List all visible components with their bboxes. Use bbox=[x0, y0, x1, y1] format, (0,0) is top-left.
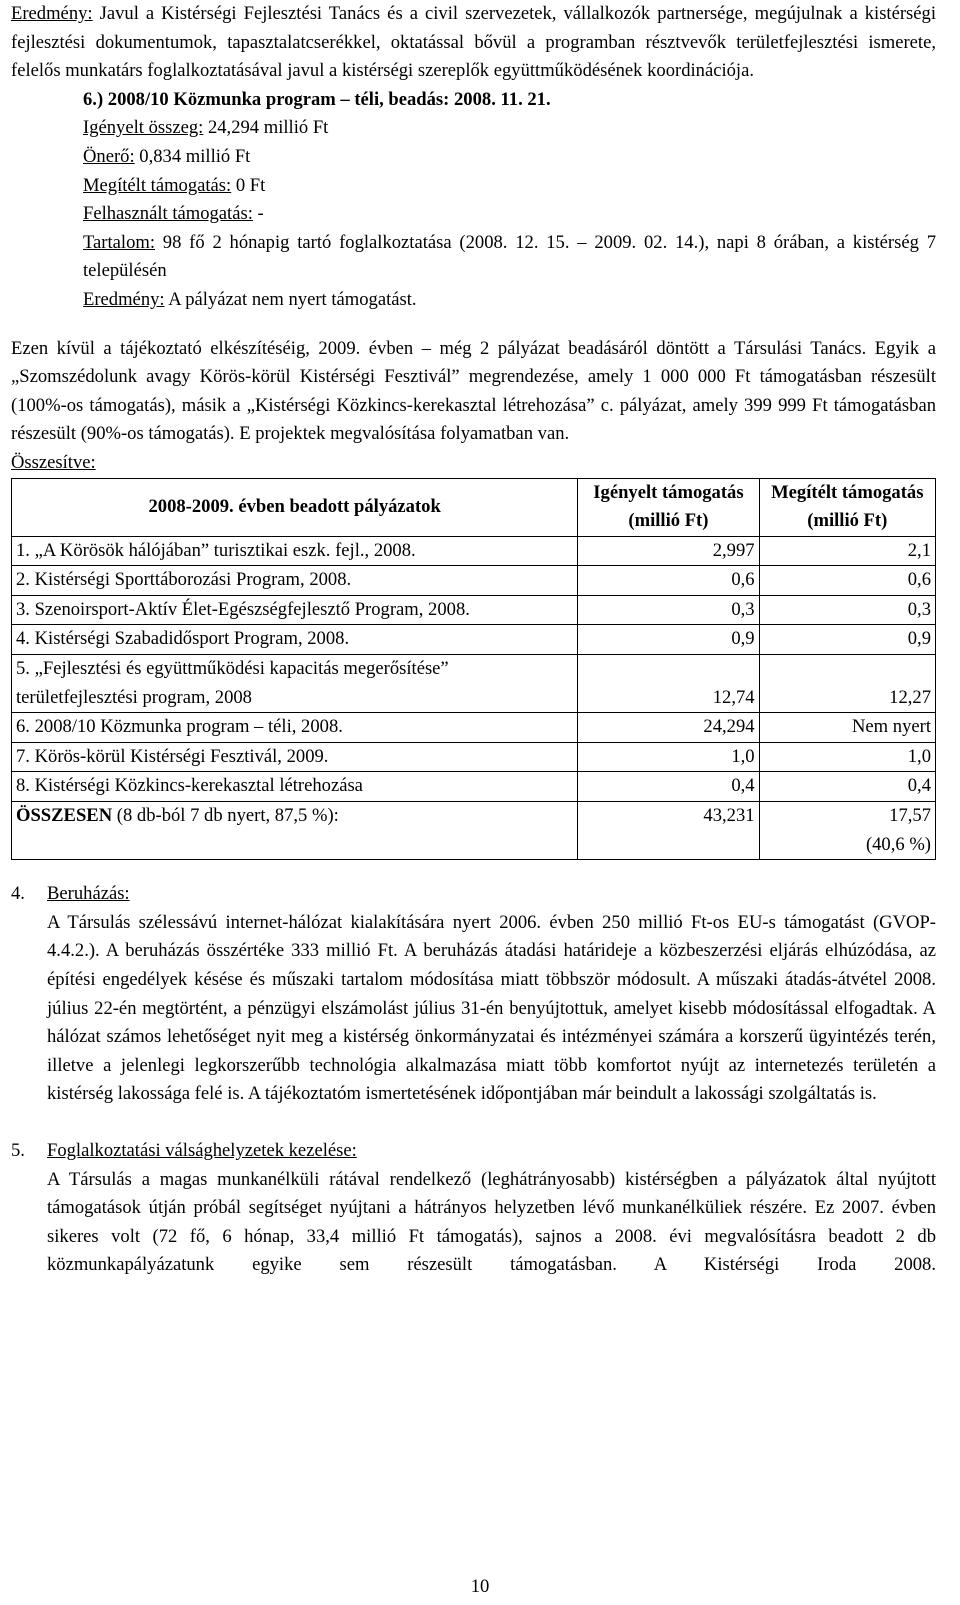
row-awarded: 0,6 bbox=[759, 566, 935, 596]
result-label: Eredmény: bbox=[11, 3, 93, 24]
result-text: Javul a Kistérségi Fejlesztési Tanács és a civil szervezetek, vállalkozók partnersége, megújulnak a kistérségi fejlesztési dokumentumok, tapasztalatcserékkel, oktatással bővül a programban résztvevők területfejlesztési ismerete, felelős munkatárs foglalkoztatásával javul a kistérségi szereplők együttműködésének koordinációja. bbox=[11, 3, 936, 82]
table-row bbox=[12, 772, 936, 802]
row-requested: 0,9 bbox=[578, 625, 759, 655]
total-label-rest: (8 db-ból 7 db nyert, 87,5 %): bbox=[112, 805, 339, 827]
row-requested: 1,0 bbox=[578, 742, 759, 772]
header-requested: Igényelt támogatás (millió Ft) bbox=[578, 478, 759, 536]
total-row bbox=[12, 802, 936, 860]
project-result-value: A pályázat nem nyert támogatást. bbox=[164, 288, 417, 310]
section-4 bbox=[11, 880, 936, 1109]
row-requested: 0,6 bbox=[578, 566, 759, 596]
row-project: 7. Körös-körül Kistérségi Fesztivál, 2009. bbox=[12, 742, 578, 772]
header-awarded: Megítélt támogatás (millió Ft) bbox=[759, 478, 935, 536]
row-requested: 2,997 bbox=[578, 536, 759, 566]
table-row bbox=[12, 713, 936, 743]
awarded-label: Megítélt támogatás: bbox=[83, 174, 232, 196]
intro-paragraph bbox=[11, 0, 936, 86]
section-4-number: 4. bbox=[11, 883, 25, 905]
section-5-title: Foglalkoztatási válsághelyzetek kezelése: bbox=[47, 1139, 357, 1161]
table-row bbox=[12, 742, 936, 772]
table-header-row bbox=[12, 478, 936, 536]
project-result-label: Eredmény: bbox=[83, 288, 165, 310]
table-row bbox=[12, 655, 936, 713]
summary-table bbox=[11, 478, 936, 861]
used-label: Felhasznált támogatás: bbox=[83, 203, 253, 225]
table-row bbox=[12, 566, 936, 596]
table-row bbox=[12, 625, 936, 655]
row-requested: 0,3 bbox=[578, 595, 759, 625]
requested-amount-label: Igényelt összeg: bbox=[83, 117, 204, 139]
row-project: 4. Kistérségi Szabadidősport Program, 2008. bbox=[12, 625, 578, 655]
summary-label: Összesítve: bbox=[11, 451, 96, 473]
row-awarded: 0,3 bbox=[759, 595, 935, 625]
project-6-block bbox=[83, 86, 936, 315]
section-5-number: 5. bbox=[11, 1139, 25, 1161]
content-value: 98 fő 2 hónapig tartó foglalkoztatása (2008. 12. 15. – 2009. 02. 14.), napi 8 órában, a kistérség 7 településén bbox=[83, 231, 936, 282]
awarded-line bbox=[83, 172, 936, 201]
awarded-value: 0 Ft bbox=[231, 174, 266, 196]
section-5 bbox=[11, 1137, 936, 1280]
row-requested: 12,74 bbox=[578, 655, 759, 713]
row-project: 5. „Fejlesztési és együttműködési kapacitás megerősítése” területfejlesztési program, 2008 bbox=[12, 655, 578, 713]
row-awarded: 1,0 bbox=[759, 742, 935, 772]
content-label: Tartalom: bbox=[83, 231, 156, 253]
row-project: 1. „A Körösök hálójában” turisztikai eszk. fejl., 2008. bbox=[12, 536, 578, 566]
project-result-line bbox=[83, 286, 936, 315]
content-line bbox=[83, 229, 936, 286]
section-4-title: Beruházás: bbox=[47, 883, 130, 905]
page-number: 10 bbox=[470, 1576, 490, 1597]
total-awarded bbox=[759, 802, 935, 860]
row-project: 3. Szenoirsport-Aktív Élet-Egészségfejlesztő Program, 2008. bbox=[12, 595, 578, 625]
requested-amount-value: 24,294 millió Ft bbox=[203, 117, 329, 139]
used-value: - bbox=[252, 203, 264, 225]
row-awarded: 2,1 bbox=[759, 536, 935, 566]
total-awarded-value: 17,57 bbox=[889, 805, 931, 827]
row-project: 2. Kistérségi Sporttáborozási Program, 2008. bbox=[12, 566, 578, 596]
table-row bbox=[12, 595, 936, 625]
used-line bbox=[83, 200, 936, 229]
header-projects: 2008-2009. évben beadott pályázatok bbox=[12, 478, 578, 536]
row-awarded: 0,9 bbox=[759, 625, 935, 655]
row-awarded: 12,27 bbox=[759, 655, 935, 713]
project-6-heading: 6.) 2008/10 Közmunka program – téli, beadás: 2008. 11. 21. bbox=[83, 88, 551, 110]
document-page bbox=[11, 0, 936, 1280]
row-requested: 0,4 bbox=[578, 772, 759, 802]
section-4-text: A Társulás szélessávú internet-hálózat kialakítására nyert 2006. évben 250 millió Ft-os EU-s támogatást (GVOP-4.4.2.). A beruházás összértéke 333 millió Ft. A beruházás átadási határideje a közbeszerzési eljárás elhúzódása, az építési engedélyek késése és műszaki tartalom módosítása miatt többször módosult. A műszaki átadás-átvétel 2008. július 22-én megtörtént, a pénzügyi elszámolást július 31-én benyújtottuk, amelyet kisebb módosítással elfogadtak. A hálózat számos lehetőséget nyit meg a kistérség önkormányzatai és intézményei számára a korszerű ügyintézés terén, illetve a jelenlegi legkorszerűbb technológia alkalmazása miatt több komfortot nyújt az internetezés területén a kistérség lakossága felé is. A tájékoztatóm ismertetésének időpontjában már beindult a lakossági szolgáltatás is. bbox=[47, 911, 936, 1105]
table-row bbox=[12, 536, 936, 566]
own-contribution-value: 0,834 millió Ft bbox=[134, 145, 251, 167]
row-awarded: Nem nyert bbox=[759, 713, 935, 743]
row-requested: 24,294 bbox=[578, 713, 759, 743]
own-contribution-line bbox=[83, 143, 936, 172]
own-contribution-label: Önerő: bbox=[83, 145, 135, 167]
total-label-bold: ÖSSZESEN bbox=[16, 805, 113, 827]
total-awarded-percent: (40,6 %) bbox=[865, 833, 931, 855]
total-label bbox=[12, 802, 578, 860]
table-body bbox=[12, 536, 936, 860]
section-5-text: A Társulás a magas munkanélküli rátával rendelkező (leghátrányosabb) kistérségben a pályázatok által nyújtott támogatások útján próbál segítséget nyújtani a hátrányos helyzetben lévő munkanélküliek részére. Ez 2007. évben sikeres volt (72 fő, 6 hónap, 33,4 millió Ft támogatás), sajnos a 2008. évi megvalósításra beadott 2 db közmunkapályázatunk egyike sem részesült támogatásban. A Kistérségi Iroda 2008. bbox=[47, 1168, 936, 1276]
row-project: 8. Kistérségi Közkincs-kerekasztal létrehozása bbox=[12, 772, 578, 802]
total-requested: 43,231 bbox=[578, 802, 759, 860]
requested-amount-line bbox=[83, 114, 936, 143]
row-awarded: 0,4 bbox=[759, 772, 935, 802]
summary-paragraph: Ezen kívül a tájékoztató elkészítéséig, 2009. évben – még 2 pályázat beadásáról döntött a Társulási Tanács. Egyik a „Szomszédolunk avagy Körös-körül Kistérségi Fesztivál” megrendezése, amely 1 000 000 Ft támogatásban részesült (100%-os támogatás), másik a „Kistérségi Közkincs-kerekasztal létrehozása” c. pályázat, amely 399 999 Ft támogatásban részesült (90%-os támogatás). E projektek megvalósítása folyamatban van. bbox=[11, 337, 936, 445]
row-project: 6. 2008/10 Közmunka program – téli, 2008. bbox=[12, 713, 578, 743]
